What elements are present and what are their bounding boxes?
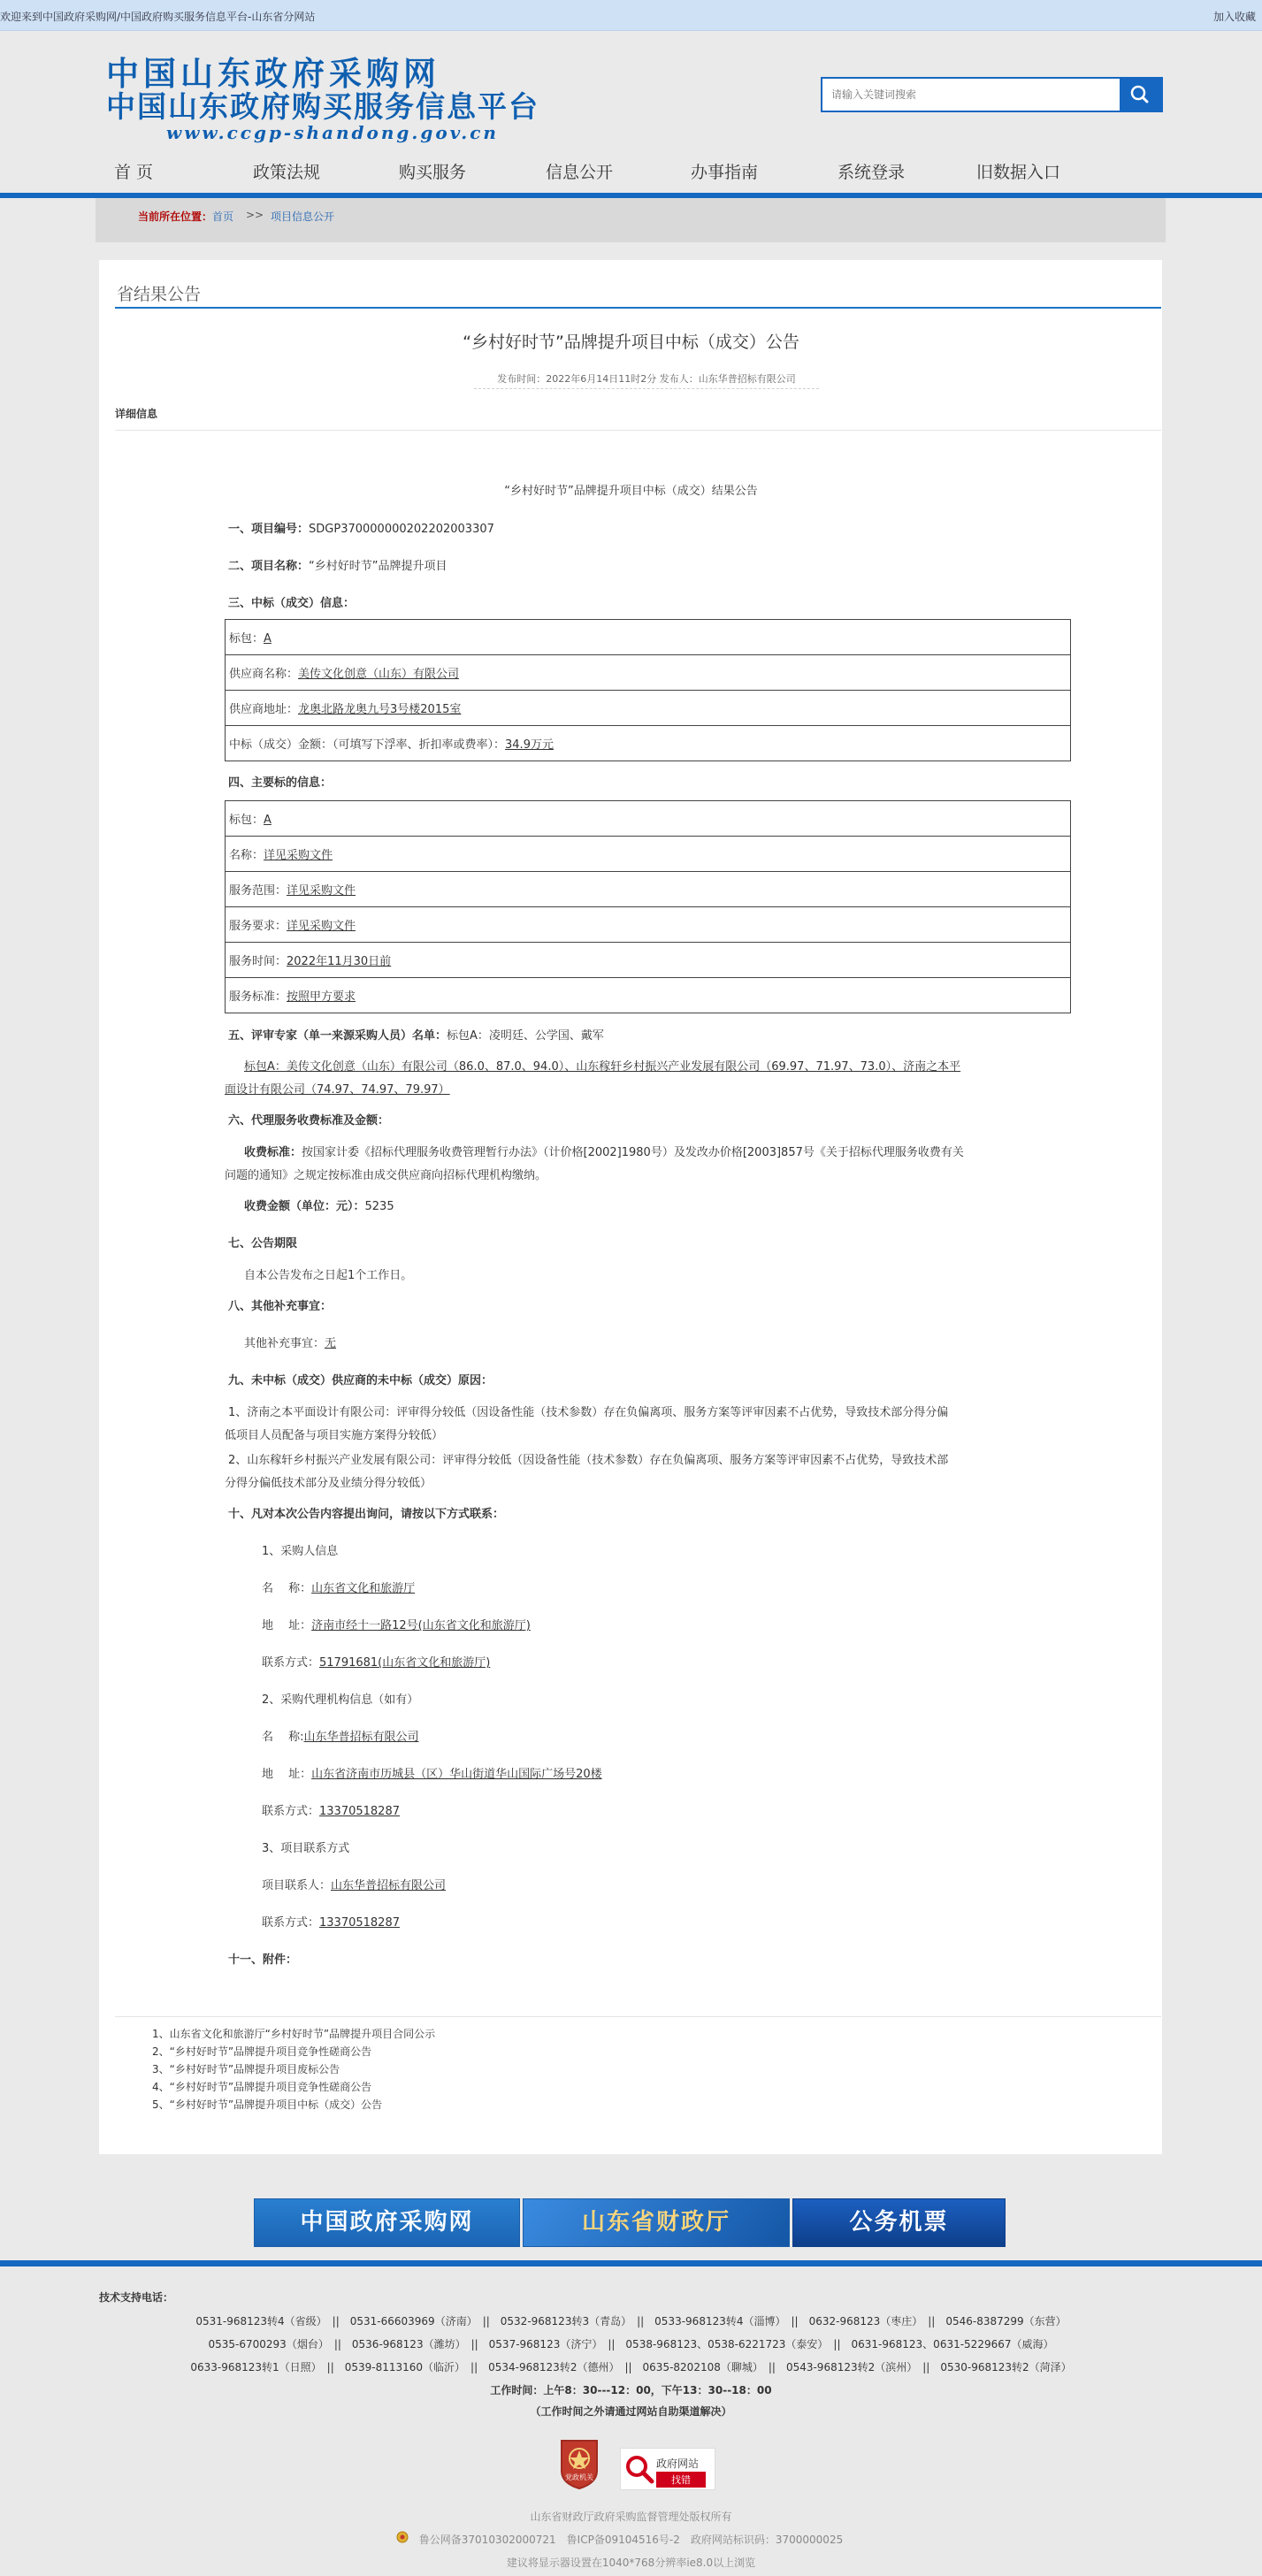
losing-reason-1-line-2: 低项目人员配备与项目实施方案得分较低） bbox=[225, 1429, 444, 1442]
party-gov-label: 党政机关 bbox=[565, 2473, 593, 2481]
project-number-label: 一、项目编号： bbox=[228, 523, 310, 536]
support-label: 技术支持电话： bbox=[99, 2291, 174, 2304]
attachment-link[interactable]: 2、“乡村好时节”品牌提升项目竞争性磋商公告 bbox=[152, 2045, 372, 2058]
nav-info-public[interactable]: 信息公开 bbox=[546, 163, 614, 182]
agency-name: 名 称:山东华普招标有限公司 bbox=[262, 1731, 419, 1744]
experts-label: 五、评审专家（单一来源采购人员）名单： bbox=[228, 1029, 447, 1043]
purchaser-address: 地 址：济南市经十一路12号(山东省文化和旅游厅) bbox=[262, 1619, 531, 1632]
party-gov-badge[interactable] bbox=[558, 2437, 600, 2490]
top-bar bbox=[0, 0, 1262, 31]
working-hours-note: （工作时间之外请通过网站自助渠道解决） bbox=[530, 2405, 732, 2418]
fee-standard-line-2: 问题的通知》之规定按标准由成交供应商向招标代理机构缴纳。 bbox=[225, 1169, 547, 1182]
agency-fee-heading: 六、代理服务收费标准及金额： bbox=[228, 1114, 390, 1127]
detail-divider bbox=[115, 430, 1161, 431]
table-row: 标包：A bbox=[226, 620, 1071, 655]
nav-purchase-service[interactable]: 购买服务 bbox=[399, 163, 467, 182]
fee-standard-text: 按国家计委《招标代理服务收费管理暂行办法》（计价格[2002]1980号）及发改办价格[2003]857号《关于招标代理服务收费有关 bbox=[302, 1146, 964, 1159]
nav-guide[interactable]: 办事指南 bbox=[691, 163, 759, 182]
project-contact-heading: 3、项目联系方式 bbox=[262, 1842, 350, 1855]
table-row: 标包：A bbox=[226, 801, 1071, 837]
attachment-link[interactable]: 4、“乡村好时节”品牌提升项目竞争性磋商公告 bbox=[152, 2081, 372, 2093]
attachment-link[interactable]: 3、“乡村好时节”品牌提升项目废标公告 bbox=[152, 2063, 340, 2075]
copyright: 山东省财政厅政府采购监督管理处版权所有 bbox=[530, 2511, 732, 2523]
breadcrumb bbox=[96, 198, 1166, 242]
project-name-value: “乡村好时节”品牌提升项目 bbox=[309, 560, 447, 573]
add-favorite-link[interactable]: 加入收藏 bbox=[1213, 11, 1257, 23]
agency-phone: 联系方式：13370518287 bbox=[262, 1805, 400, 1818]
search-box bbox=[821, 77, 1163, 112]
page-title: “乡村好时节”品牌提升项目中标（成交）公告 bbox=[463, 333, 799, 352]
banner-ccgp[interactable]: 中国政府采购网 bbox=[254, 2198, 520, 2247]
publish-meta: 发布时间：2022年6月14日11时2分 发布人：山东华普招标有限公司 bbox=[474, 366, 819, 389]
expert-scores-line-2: 面设计有限公司（74.97、74.97、79.97） bbox=[225, 1083, 450, 1097]
main-nav bbox=[0, 157, 1262, 193]
support-phones-row-3: 0633-968123转1（日照） || 0539-8113160（临沂） || 0534-968123转2（德州） || 0635-8202108（聊城） || 0543-968123转2（滨州） || 0530-968123转2（菏泽） bbox=[190, 2361, 1072, 2373]
contact-heading: 十、凡对本次公告内容提出询问，请按以下方式联系： bbox=[228, 1508, 505, 1521]
nav-policy[interactable]: 政策法规 bbox=[253, 163, 321, 182]
table-row: 服务标准：按照甲方要求 bbox=[226, 978, 1071, 1013]
purchaser-phone: 联系方式：51791681(山东省文化和旅游厅) bbox=[262, 1656, 491, 1670]
logo-url: www.ccgp-shandong.gov.cn bbox=[166, 122, 499, 143]
working-hours: 工作时间：上午8：30---12：00，下午13：30--18：00 bbox=[490, 2384, 772, 2396]
search-input[interactable] bbox=[822, 79, 1121, 111]
welcome-text: 欢迎来到中国政府采购网/中国政府购买服务信息平台-山东省分网站 bbox=[0, 11, 316, 23]
table-row: 服务范围：详见采购文件 bbox=[226, 872, 1071, 907]
project-contact-phone: 联系方式：13370518287 bbox=[262, 1916, 400, 1930]
support-phones-row-1: 0531-968123转4（省级） || 0531-66603969（济南） || 0532-968123转3（青岛） || 0533-968123转4（淄博） || 0632-968123（枣庄） || 0546-8387299（东营） bbox=[195, 2315, 1067, 2328]
logo-line-1: 中国山东政府采购网 bbox=[106, 54, 440, 93]
fee-standard-label: 收费标准： bbox=[244, 1146, 302, 1159]
detail-label: 详细信息 bbox=[115, 408, 158, 420]
attachment-link[interactable]: 5、“乡村好时节”品牌提升项目中标（成交）公告 bbox=[152, 2098, 383, 2111]
purchaser-name: 名 称：山东省文化和旅游厅 bbox=[262, 1582, 416, 1595]
breadcrumb-current[interactable]: 项目信息公开 bbox=[271, 210, 335, 223]
banner-official-tickets[interactable]: 公务机票 bbox=[792, 2198, 1006, 2247]
expert-scores-line-1: 标包A：美传文化创意（山东）有限公司（86.0、87.0、94.0）、山东稼轩乡村振兴产业发展有限公司（69.97、71.97、73.0）、济南之本平 bbox=[244, 1060, 961, 1074]
losing-reason-2-line-1: 2、山东稼轩乡村振兴产业发展有限公司：评审得分较低（因设备性能（技术参数）存在负偏离项、服务方案等评审因素不占优势，导致技术部 bbox=[228, 1454, 949, 1467]
table-row: 供应商地址：龙奥北路龙奥九号3号楼2015室 bbox=[226, 691, 1071, 726]
attachments-heading: 十一、附件： bbox=[228, 1953, 298, 1967]
agency-address: 地 址：山东省济南市历城县（区）华山街道华山国际广场号20楼 bbox=[262, 1768, 602, 1781]
fee-amount bbox=[244, 1196, 394, 1213]
section-underline bbox=[115, 307, 1161, 309]
breadcrumb-home[interactable]: 首页 bbox=[212, 210, 234, 223]
agency-heading: 2、采购代理机构信息（如有） bbox=[262, 1693, 419, 1707]
footer-top-line bbox=[0, 2260, 1262, 2266]
fee-amount-value: 5235 bbox=[364, 1200, 394, 1213]
section-title: 省结果公告 bbox=[117, 285, 202, 304]
supplement-heading: 八、其他补充事宜： bbox=[228, 1300, 333, 1313]
error-report-sub: 找错 bbox=[656, 2472, 706, 2488]
error-report-title: 政府网站 bbox=[656, 2458, 700, 2470]
nav-old-data[interactable]: 旧数据入口 bbox=[976, 163, 1061, 182]
attachment-link[interactable]: 1、山东省文化和旅游厅“乡村好时节”品牌提升项目合同公示 bbox=[152, 2028, 436, 2040]
winning-info-heading: 三、中标（成交）信息： bbox=[228, 597, 356, 610]
project-number bbox=[228, 519, 494, 536]
table-row: 中标（成交）金额：（可填写下浮率、折扣率或费率）：34.9万元 bbox=[226, 726, 1071, 761]
main-subject-heading: 四、主要标的信息： bbox=[228, 776, 333, 790]
magnifier-icon bbox=[624, 2454, 654, 2484]
search-icon bbox=[1120, 79, 1161, 111]
search-button[interactable] bbox=[1120, 79, 1161, 111]
nav-home[interactable]: 首 页 bbox=[114, 163, 154, 182]
attachments-divider bbox=[115, 2016, 1161, 2017]
losing-reason-1-line-1: 1、济南之本平面设计有限公司：评审得分较低（因设备性能（技术参数）存在负偏离项、服务方案等评审因素不占优势，导致技术部分得分偏 bbox=[228, 1406, 949, 1419]
breadcrumb-separator: >> bbox=[246, 209, 264, 221]
result-heading: “乡村好时节”品牌提升项目中标（成交）结果公告 bbox=[504, 485, 758, 498]
breadcrumb-label: 当前所在位置： bbox=[138, 210, 213, 223]
project-contact-person: 项目联系人：山东华普招标有限公司 bbox=[262, 1879, 447, 1892]
icp-record: 鲁公网备37010302000721 鲁ICP备09104516号-2 政府网站标识码：3700000025 bbox=[418, 2534, 844, 2546]
project-number-value: SDGP370000000202202003307 bbox=[309, 523, 494, 536]
gov-site-error-report[interactable] bbox=[620, 2448, 715, 2490]
fee-standard-line-1 bbox=[244, 1143, 964, 1159]
project-name-label: 二、项目名称： bbox=[228, 560, 310, 573]
support-phones-row-2: 0535-6700293（烟台） || 0536-968123（潍坊） || 0537-968123（济宁） || 0538-968123、0538-6221723（泰安） || 0631-968123、0631-5229667（威海） bbox=[208, 2338, 1054, 2351]
table-row: 服务时间：2022年11月30日前 bbox=[226, 943, 1071, 978]
gov-emblem-icon bbox=[558, 2437, 600, 2490]
supplement bbox=[244, 1334, 336, 1350]
project-name bbox=[228, 556, 447, 573]
banner-finance-dept[interactable]: 山东省财政厅 bbox=[523, 2198, 790, 2247]
supplement-label: 其他补充事宜： bbox=[244, 1337, 325, 1350]
main-subject-table bbox=[225, 800, 1071, 1013]
table-row: 供应商名称：美传文化创意（山东）有限公司 bbox=[226, 655, 1071, 691]
losing-reason-2-line-2: 分得分偏低技术部分及业绩分得分较低） bbox=[225, 1477, 432, 1490]
experts bbox=[228, 1026, 604, 1043]
purchaser-heading: 1、采购人信息 bbox=[262, 1545, 339, 1558]
losing-reason-heading: 九、未中标（成交）供应商的未中标（成交）原因： bbox=[228, 1374, 493, 1387]
browser-tip: 建议将显示器设置在1040*768分辨率ie8.0以上浏览 bbox=[506, 2557, 756, 2569]
footer bbox=[0, 2266, 1262, 2576]
notice-period-value: 自本公告发布之日起1个工作日。 bbox=[244, 1269, 413, 1282]
notice-period-heading: 七、公告期限 bbox=[228, 1237, 298, 1250]
table-row: 服务要求：详见采购文件 bbox=[226, 907, 1071, 943]
experts-value: 标包A：凌明廷、公学国、戴军 bbox=[447, 1029, 604, 1043]
fee-amount-label: 收费金额（单位：元）： bbox=[244, 1200, 365, 1213]
site-logo[interactable] bbox=[106, 55, 566, 143]
winning-info-table bbox=[225, 619, 1071, 761]
nav-login[interactable]: 系统登录 bbox=[838, 163, 906, 182]
supplement-value: 无 bbox=[325, 1337, 337, 1350]
logo-line-2: 中国山东政府购买服务信息平台 bbox=[106, 89, 539, 124]
table-row: 名称：详见采购文件 bbox=[226, 837, 1071, 872]
